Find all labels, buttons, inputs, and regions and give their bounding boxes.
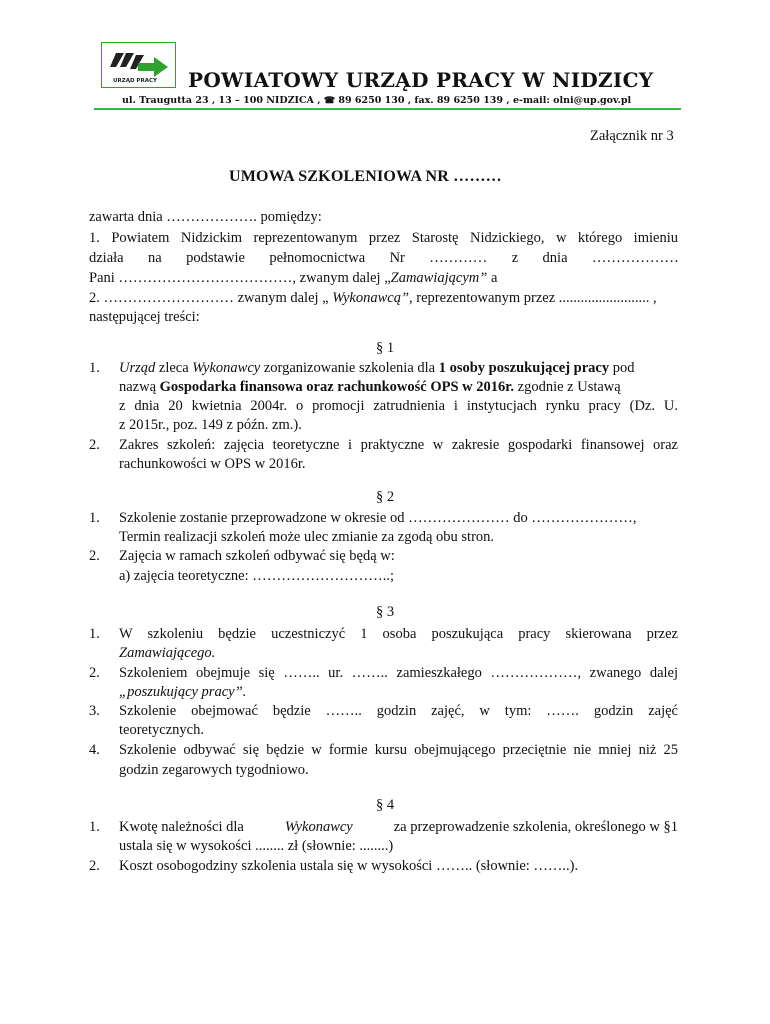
preamble-line-6: następującej treści: <box>89 309 200 325</box>
text: Pani ………………………………, zwanym dalej „ <box>89 270 391 286</box>
item-number: 4. <box>89 742 100 758</box>
section-heading-2: § 2 <box>376 489 395 505</box>
text: zorganizowanie szkolenia dla <box>260 360 439 376</box>
contacts: 89 6250 130 , fax. 89 6250 139 , e-mail: olni@up.gov.pl <box>338 95 632 106</box>
s1-p1-line-2 <box>119 379 621 396</box>
text-italic: Wykonawcy <box>192 360 261 376</box>
office-address-line <box>122 95 631 106</box>
item-number: 2. <box>89 858 100 874</box>
item-number: 2. <box>89 548 100 564</box>
office-logo <box>101 42 176 88</box>
s1-p2-line-2: rachunkowości w OPS w 2016r. <box>119 456 306 472</box>
office-name: POWIATOWY URZĄD PRACY W NIDZICY <box>188 68 654 92</box>
text: zgodnie z Ustawą <box>514 379 621 395</box>
item-number: 1. <box>89 626 100 642</box>
word: na <box>148 250 162 266</box>
s4-p1-line-2: ustala się w wysokości ........ zł (słownie: ........) <box>119 838 394 854</box>
s2-p2-line-1: Zajęcia w ramach szkoleń odbywać się będą w: <box>119 548 395 564</box>
preamble-line-5 <box>89 290 657 307</box>
logo-arrow-icon <box>102 43 174 86</box>
section-heading-4: § 4 <box>376 797 395 813</box>
preamble-line-4 <box>89 270 497 287</box>
item-number: 3. <box>89 703 100 719</box>
s3-p2-line-2 <box>119 684 246 701</box>
s1-p1-line-1 <box>119 360 634 377</box>
text: nazwą <box>119 379 160 395</box>
text-italic: Zamawiającego. <box>119 645 216 661</box>
text: 2. ……………………… zwanym dalej „ <box>89 290 333 306</box>
text: , reprezentowanym przez ......................... , <box>409 290 657 306</box>
item-number: 2. <box>89 437 100 453</box>
section-heading-1: § 1 <box>376 340 395 356</box>
attachment-label: Załącznik nr 3 <box>590 128 674 144</box>
word: podstawie <box>186 250 245 266</box>
s3-p4-line-2: godzin zegarowych tygodniowo. <box>119 762 309 778</box>
s3-p1-line-2 <box>119 645 215 662</box>
s2-p1-line-1: Szkolenie zostanie przeprowadzone w okresie od ………………… do …………………, <box>119 510 637 526</box>
item-number: 1. <box>89 510 100 526</box>
s1-p1-line-3: z dnia 20 kwietnia 2004r. o promocji zatrudnienia i instytucjach rynku pracy (Dz. U. <box>119 398 678 414</box>
item-number: 1. <box>89 360 100 376</box>
text-italic: Urząd <box>119 360 156 376</box>
text-italic: Wykonawcą” <box>332 290 410 306</box>
s3-p3-line-2: teoretycznych. <box>119 722 204 738</box>
word: dnia <box>542 250 568 266</box>
word: pełnomocnictwa <box>269 250 366 266</box>
text-italic: Wykonawcy <box>284 819 353 835</box>
word: ………… <box>429 250 488 266</box>
text-bold: 1 osoby poszukującej pracy <box>438 360 610 376</box>
s4-p1-line-1 <box>119 819 678 836</box>
letterhead-divider <box>94 108 681 110</box>
text: a <box>487 270 498 286</box>
word: z <box>511 250 519 266</box>
s2-p2-line-2: a) zajęcia teoretyczne: ………………………..; <box>119 568 394 584</box>
item-number: 1. <box>89 819 100 835</box>
text-italic: Zamawiającym” <box>390 270 488 286</box>
s3-p3-line-1: Szkolenie obejmować będzie …….. godzin zajęć, w tym: ……. godzin zajęć <box>119 703 678 719</box>
text: zleca <box>155 360 193 376</box>
text-bold: Gospodarka finansowa oraz rachunkowość OPS w 2016r. <box>159 379 515 395</box>
s1-p2-line-1: Zakres szkoleń: zajęcia teoretyczne i praktyczne w zakresie gospodarki finansowej oraz <box>119 437 678 453</box>
s1-p1-line-4: z 2015r., poz. 149 z późn. zm.). <box>119 417 302 433</box>
s3-p2-line-1: Szkoleniem obejmuje się …….. ur. …….. zamieszkałego ………………, zwanego dalej <box>119 665 678 681</box>
s2-p1-line-2: Termin realizacji szkoleń może ulec zmianie za zgodą obu stron. <box>119 529 495 545</box>
text: za przeprowadzenie szkolenia, określonego w §1 <box>393 819 678 835</box>
word: działa <box>89 250 124 266</box>
address: ul. Traugutta 23 , 13 – 100 NIDZICA , <box>122 95 321 106</box>
item-number: 2. <box>89 665 100 681</box>
phone-icon: ☎ <box>323 96 336 106</box>
preamble-line-3 <box>89 250 679 267</box>
preamble-line-1: zawarta dnia ………………. pomiędzy: <box>89 209 322 225</box>
text: Kwotę należności dla <box>119 819 244 835</box>
text: pod <box>609 360 635 376</box>
text-italic: „poszukujący pracy”. <box>119 684 247 700</box>
section-heading-3: § 3 <box>376 604 395 620</box>
s3-p1-line-1: W szkoleniu będzie uczestniczyć 1 osoba poszukująca pracy skierowana przez <box>119 626 678 642</box>
document-title: UMOWA SZKOLENIOWA NR ……… <box>229 168 502 185</box>
s3-p4-line-1: Szkolenie odbywać się będzie w formie kursu obejmującego przeciętnie nie mniej niż 25 <box>119 742 678 758</box>
s4-p2-line-1: Koszt osobogodziny szkolenia ustala się w wysokości …….. (słownie: ……..). <box>119 858 579 874</box>
preamble-line-2: 1. Powiatem Nidzickim reprezentowanym przez Starostę Nidzickiego, w którego imieniu <box>89 230 678 246</box>
logo-text: URZĄD PRACY <box>113 78 157 84</box>
word: Nr <box>389 250 405 266</box>
word: ……………… <box>591 250 679 266</box>
